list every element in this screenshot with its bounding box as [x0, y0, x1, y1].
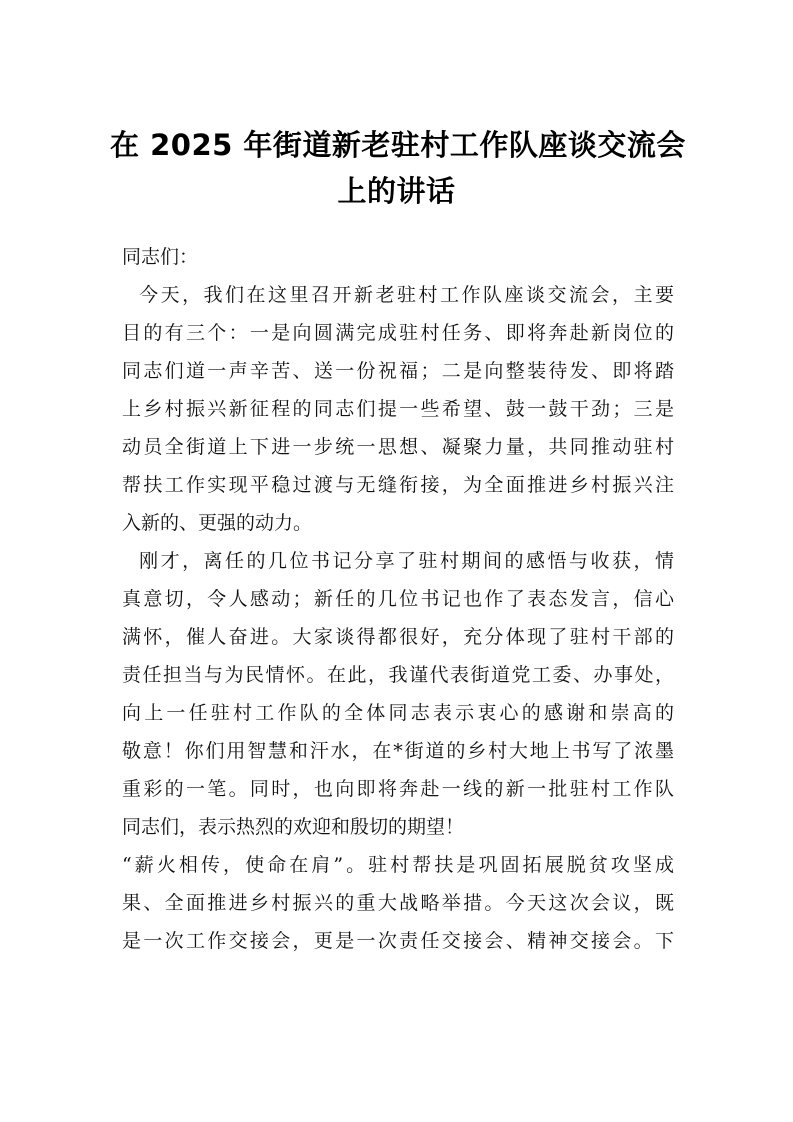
body-line: 今天，我们在这里召开新老驻村工作队座谈交流会，主要 [122, 284, 674, 306]
body-line: “薪火相传，使命在肩”。驻村帮扶是巩固拓展脱贫攻坚成 [122, 854, 674, 876]
body-line: 重彩的一笔。同时，也向即将奔赴一线的新一批驻村工作队 [122, 778, 674, 800]
body-line: 帮扶工作实现平稳过渡与无缝衔接，为全面推进乡村振兴注 [122, 474, 674, 496]
document-title [110, 122, 686, 214]
body-line: 果、全面推进乡村振兴的重大战略举措。今天这次会议，既 [122, 892, 674, 914]
salutation: 同志们： [122, 246, 199, 268]
title-line-2: 上的讲话 [337, 174, 456, 208]
body-line: 上乡村振兴新征程的同志们提一些希望、鼓一鼓干劲；三是 [122, 398, 674, 420]
body-line: 敬意！你们用智慧和汗水，在*街道的乡村大地上书写了浓墨 [122, 740, 674, 762]
title-line-1: 在 2025 年街道新老驻村工作队座谈交流会 [110, 128, 686, 162]
body-line: 刚才，离任的几位书记分享了驻村期间的感悟与收获，情 [122, 550, 674, 572]
body-line: 是一次工作交接会，更是一次责任交接会、精神交接会。下 [122, 930, 674, 952]
body-line: 入新的、更强的动力。 [122, 512, 313, 534]
body-line: 同志们道一声辛苦、送一份祝福；二是向整装待发、即将踏 [122, 360, 674, 382]
body-line: 目的有三个：一是向圆满完成驻村任务、即将奔赴新岗位的 [122, 322, 674, 344]
body-line: 满怀，催人奋进。大家谈得都很好，充分体现了驻村干部的 [122, 626, 674, 648]
body-line: 动员全街道上下进一步统一思想、凝聚力量，共同推动驻村 [122, 436, 674, 458]
body-line: 向上一任驻村工作队的全体同志表示衷心的感谢和崇高的 [122, 702, 674, 724]
body-line: 同志们，表示热烈的欢迎和殷切的期望！ [122, 816, 465, 838]
body-line: 责任担当与为民情怀。在此，我谨代表街道党工委、办事处， [122, 664, 674, 686]
body-line: 真意切，令人感动；新任的几位书记也作了表态发言，信心 [122, 588, 674, 610]
